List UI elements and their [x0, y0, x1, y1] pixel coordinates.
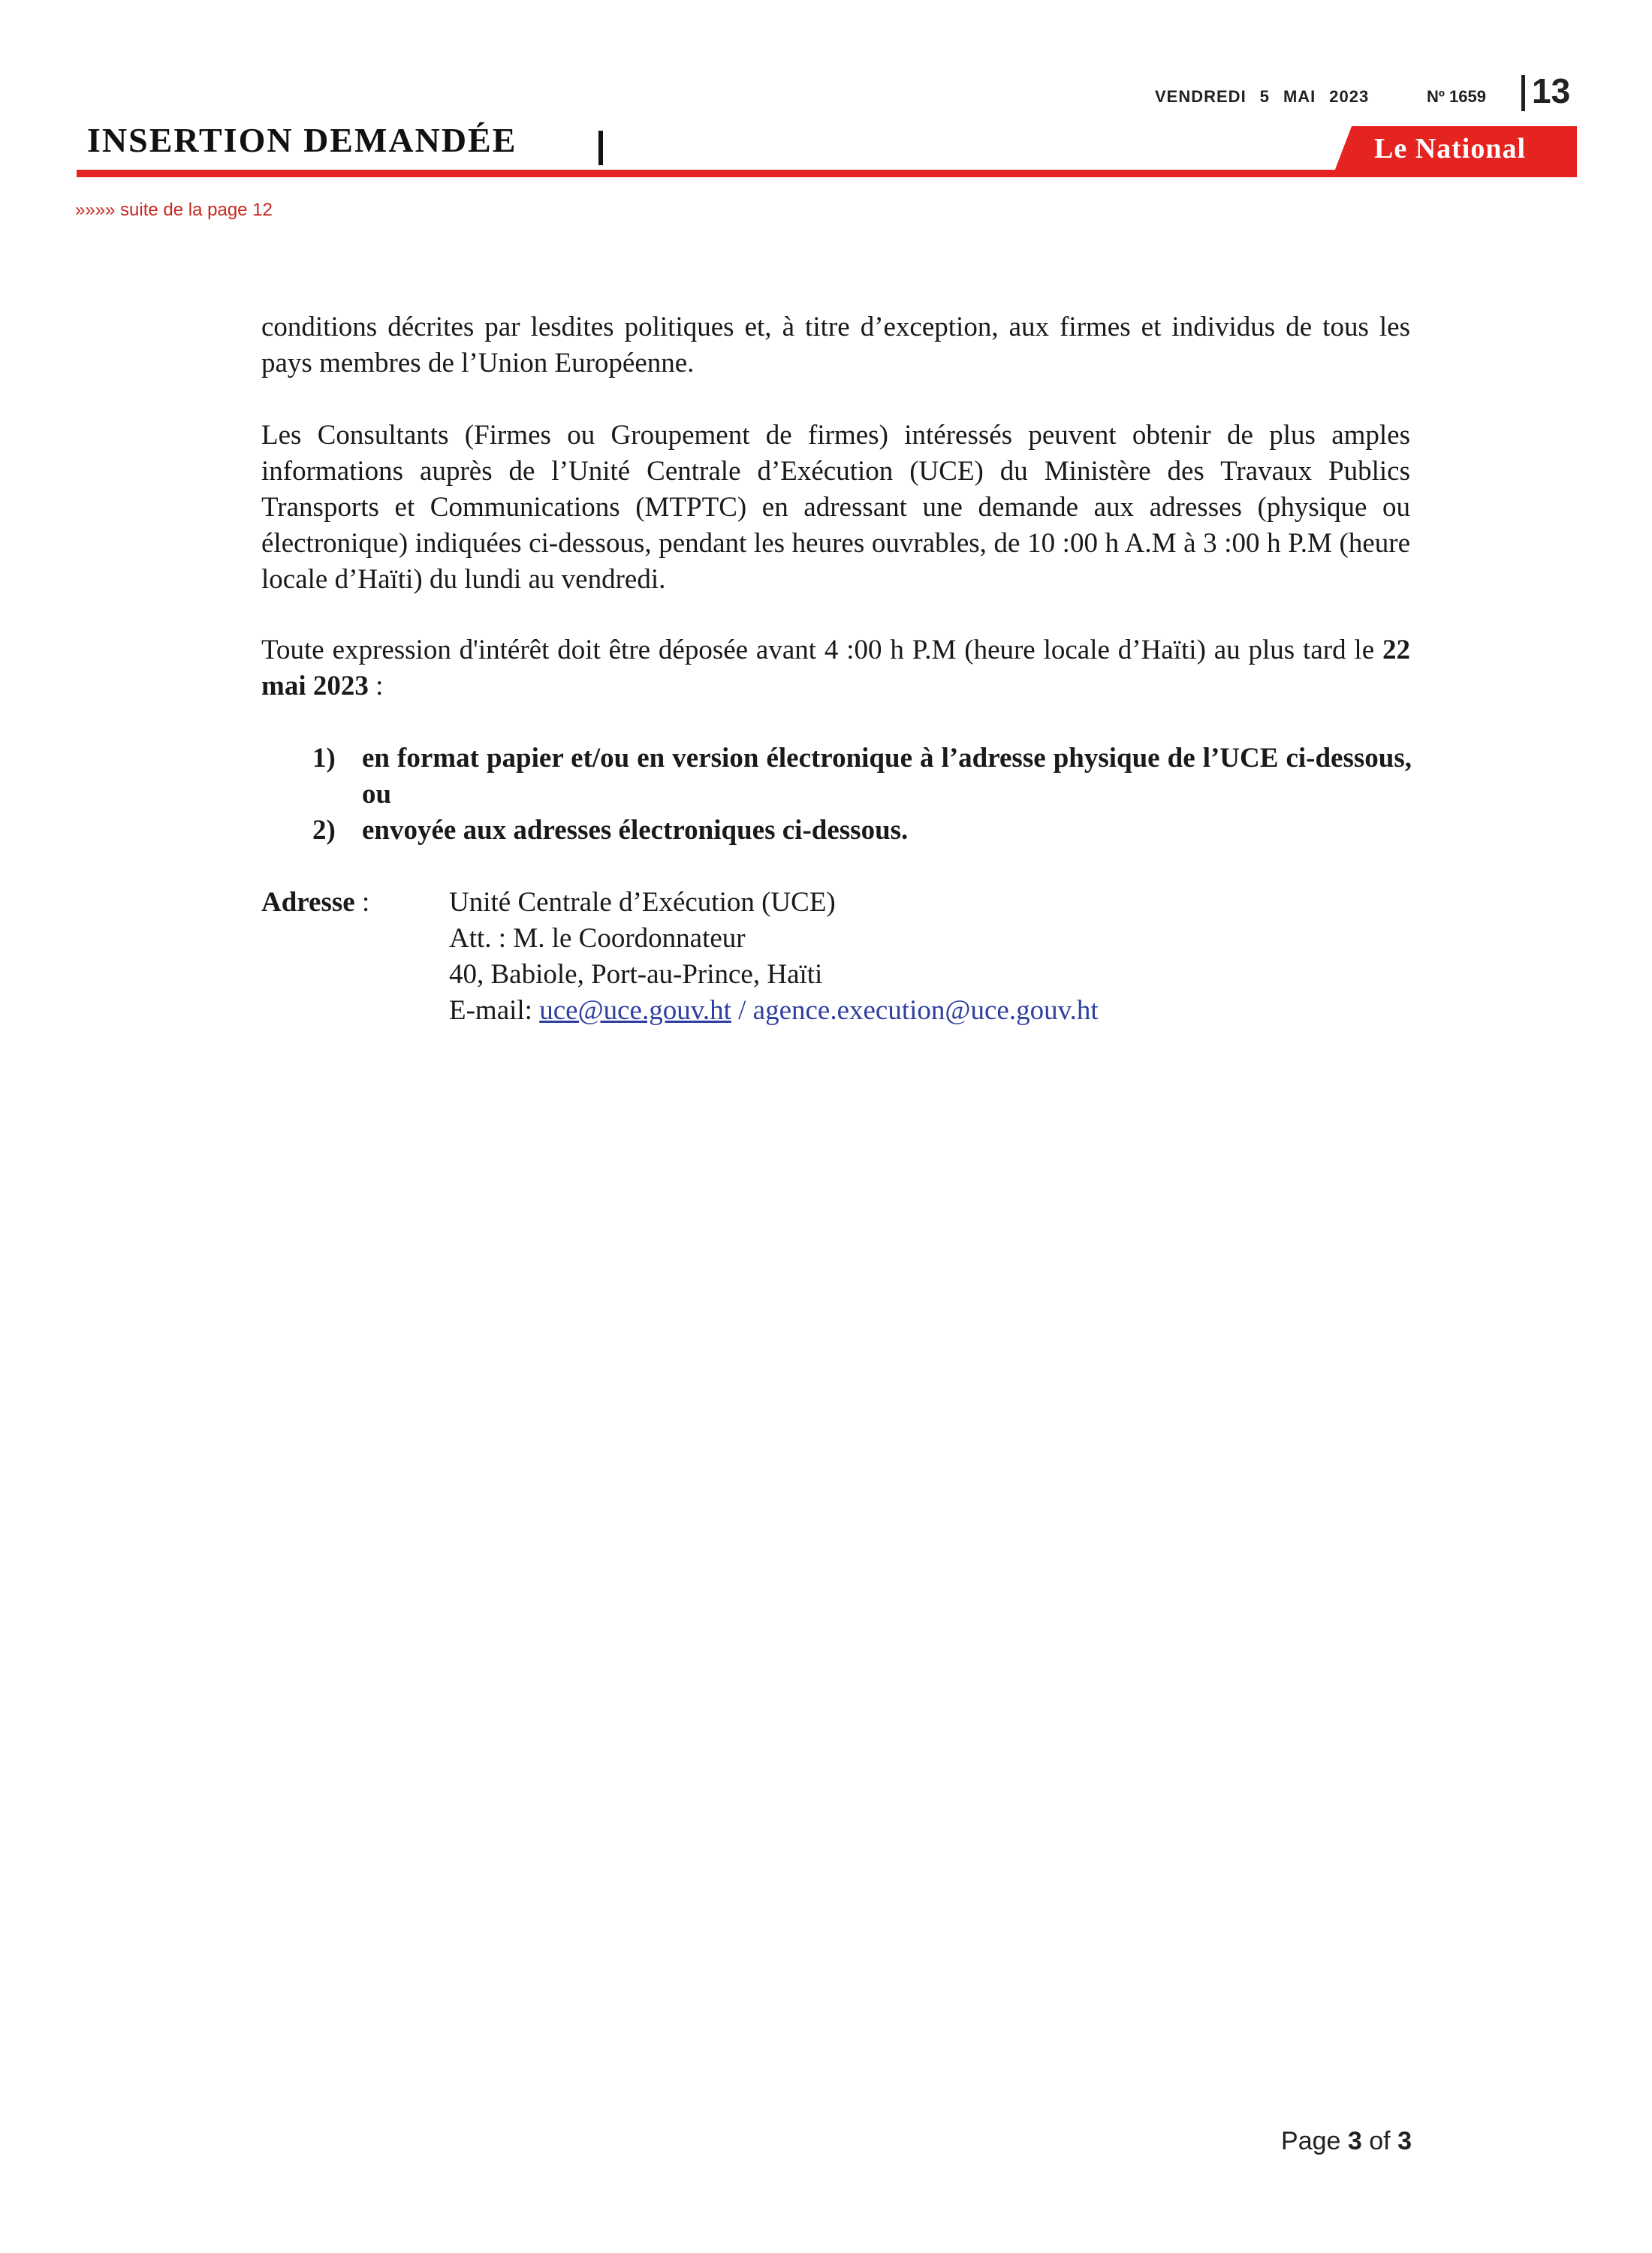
issue-day: VENDREDI: [1155, 87, 1247, 106]
issue-number: Nº 1659: [1427, 87, 1486, 106]
paragraph-eligibility: conditions décrites par lesdites politiques et, à titre d’exception, aux firmes et individus de tous les pays membres de l’Union Européenne.: [261, 312, 1410, 379]
section-title-divider: [598, 131, 603, 165]
email-link-agence[interactable]: agence.execution@uce.gouv.ht: [752, 995, 1099, 1026]
footer-page-word: Page: [1281, 2127, 1348, 2155]
list-item-text: envoyée aux adresses électroniques ci-dessous.: [362, 815, 909, 846]
deadline-date: 22 mai 2023: [261, 635, 1410, 701]
address-label-word: Adresse: [261, 887, 355, 918]
list-item-number: 2): [312, 815, 336, 846]
email-link-uce[interactable]: uce@uce.gouv.ht: [539, 995, 731, 1026]
list-item: [312, 813, 1410, 849]
address-email-line: [449, 993, 1425, 1029]
brand-logo: Le National: [1374, 133, 1527, 164]
header-divider: [1521, 75, 1525, 111]
issue-year: 2023: [1329, 87, 1370, 106]
list-item-text: en format papier et/ou en version électronique à l’adresse physique de l’UCE ci-dessous, ou: [362, 743, 1412, 810]
deadline-colon: :: [368, 671, 384, 701]
email-prefix: E-mail:: [449, 995, 540, 1026]
paragraph-information: Les Consultants (Firmes ou Groupement de firmes) intéressés peuvent obtenir de plus amples informations auprès de l’Unité Centrale d’Exécution (UCE) du Ministère des Travaux Publics Transports et Communications (MTPTC) en adressant une demande aux adresses (physique ou électronique) indiquées ci-dessous, pendant les heures ouvrables, de 10 :00 h A.M à 3 :00 h P.M (heure locale d’Haïti) du lundi au vendredi.: [261, 420, 1410, 595]
list-item: [312, 740, 1412, 813]
footer-current-page: 3: [1347, 2127, 1362, 2155]
paragraph-deadline: [261, 632, 1410, 704]
header-rule: [77, 170, 1577, 177]
issue-date: [1155, 87, 1380, 114]
deadline-text: Toute expression d'intérêt doit être déposée avant 4 :00 h P.M (heure locale d’Haïti) au plus tard le: [261, 635, 1382, 665]
issue-month: MAI: [1283, 87, 1316, 106]
address-organization: Unité Centrale d’Exécution (UCE): [449, 887, 836, 918]
footer-of-word: of: [1361, 2127, 1398, 2155]
address-street: 40, Babiole, Port-au-Prince, Haïti: [449, 959, 823, 990]
address-attention: Att. : M. le Coordonnateur: [449, 923, 746, 954]
email-separator: /: [731, 995, 753, 1026]
page-number: 13: [1532, 71, 1571, 110]
address-label-colon: :: [354, 887, 370, 918]
section-title: INSERTION DEMANDÉE: [87, 121, 517, 159]
list-item-number: 1): [312, 743, 336, 774]
issue-date-number: 5: [1259, 87, 1270, 106]
continued-from-note: »»»» suite de la page 12: [75, 200, 273, 220]
page-footer: [1277, 2127, 1412, 2156]
footer-total-pages: 3: [1397, 2127, 1412, 2155]
address-label: [261, 885, 369, 921]
address-block: [449, 885, 1425, 1029]
